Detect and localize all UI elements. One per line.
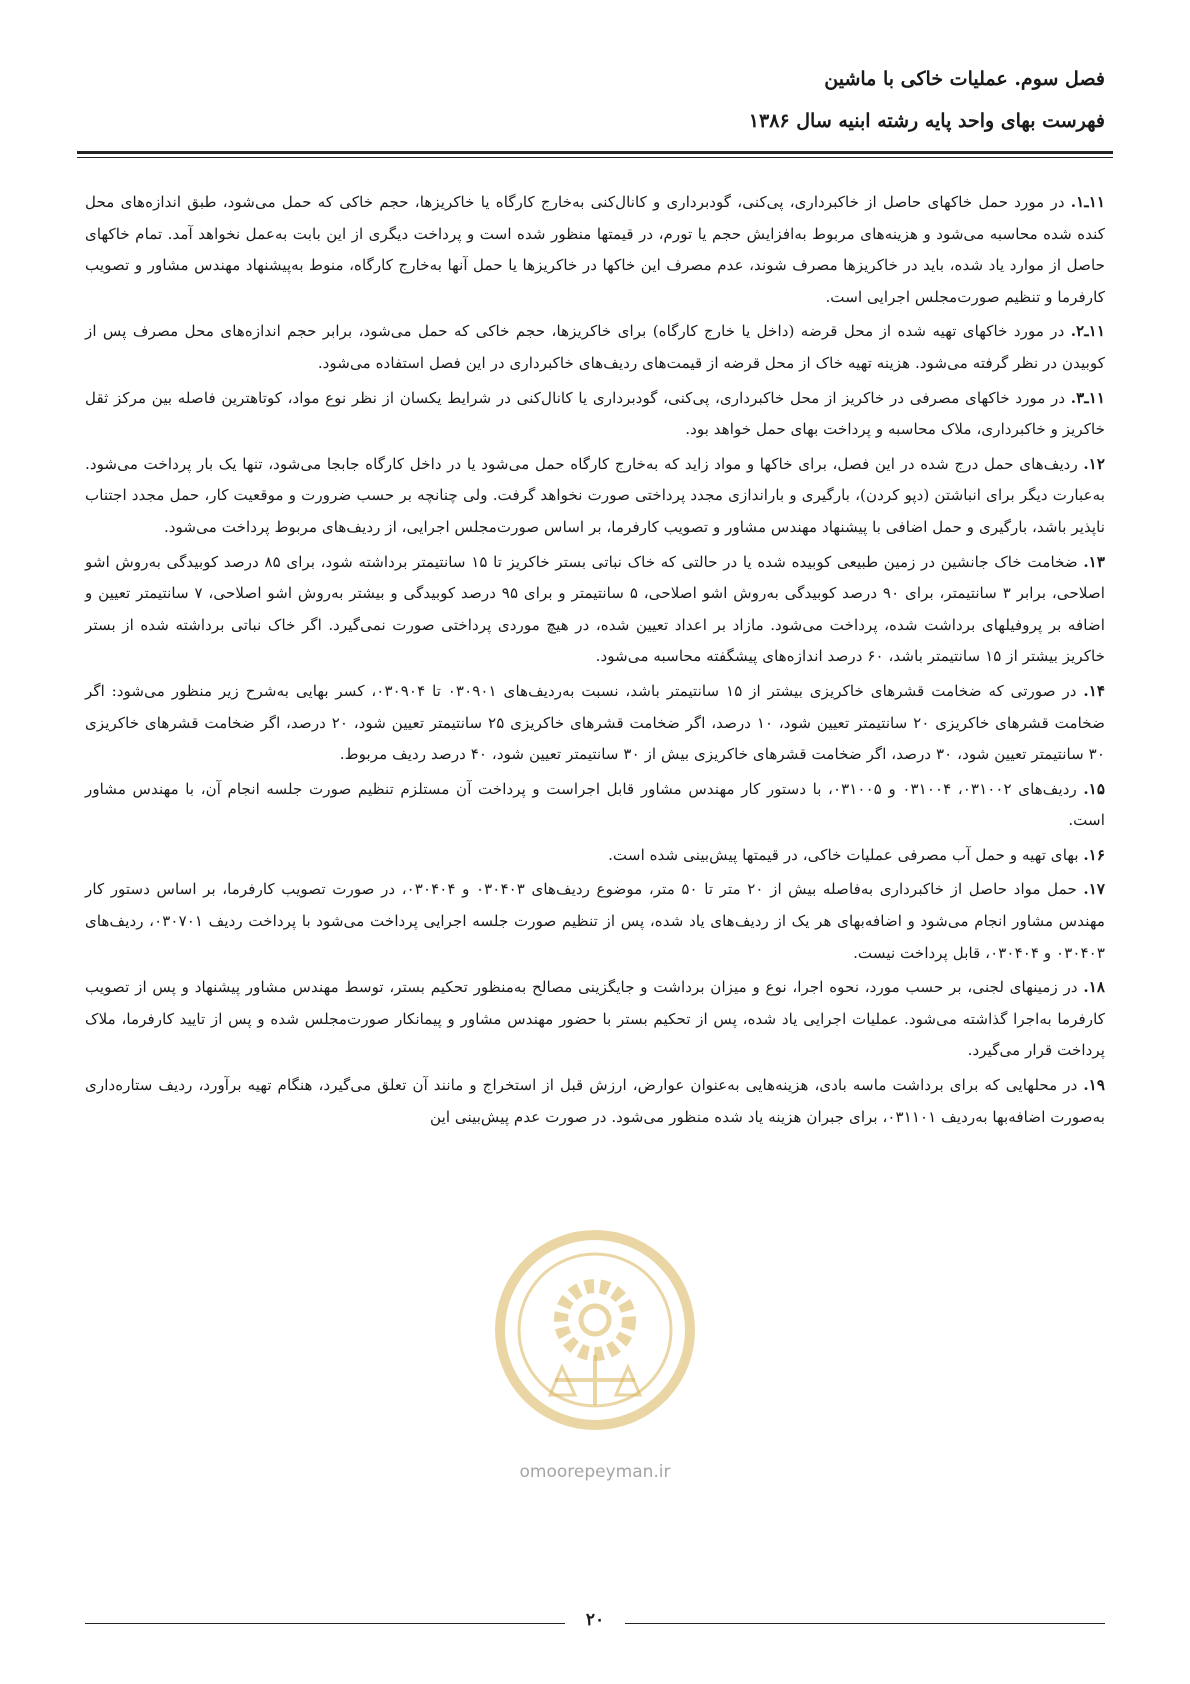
paragraph-number: ۱۵. [1083, 779, 1105, 798]
paragraph-number: ۱۲. [1083, 454, 1105, 473]
watermark-seal [470, 1205, 720, 1495]
paragraph-text: در مورد خاکهای تهیه شده از محل قرضه (داخل یا خارج کارگاه) برای خاکریزها، حجم خاکی که حمل می‌شود، برابر حجم اندازه‌های محل مصرف پس از کوبیدن در نظر گرفته می‌شود. هزینه تهیه خاک از محل قرضه از قیمت‌های ردیف‌های خاکبرداری در این فصل استفاده می‌شود. [85, 322, 1105, 372]
paragraph-text: در زمینهای لجنی، بر حسب مورد، نحوه اجرا، نوع و میزان برداشت و جایگزینی مصالح به‌منظور تحکیم بستر، توسط مهندس مشاور پیشنهاد و پس از تصویب کارفرما به‌اجرا گذاشته می‌شود. عملیات اجرایی یاد شده، پس از تحکیم بستر با حضور مهندس مشاور و پیمانکار صورت‌مجلس شده و پس از تایید کارفرما، ملاک پرداخت قرار می‌گیرد. [85, 978, 1106, 1060]
paragraph-text: ردیف‌های ۰۳۱۰۰۲، ۰۳۱۰۰۴ و ۰۳۱۰۰۵، با دستور کار مهندس مشاور قابل اجراست و پرداخت آن مستلزم تنظیم صورت جلسه انجام آن، با مهندس مشاور است. [85, 779, 1105, 830]
paragraph-text: ضخامت خاک جانشین در زمین طبیعی کوبیده شده یا در حالتی که خاک نباتی بستر خاکریز تا ۱۵ سانتیمتر برداشته شود، برای ۸۵ درصد کوبیدگی به‌روش اشو اصلاحی، برابر ۳ سانتیمتر، برای ۹۰ درصد کوبیدگی به‌روش اشو اصلاحی، ۵ سانتیمتر و برای ۹۵ درصد کوبیدگی و بیشتر به‌روش اشو اصلاحی، ۷ سانتیمتر تعیین و اضافه بر پروفیلهای برداشت شده، پرداخت می‌شود. مازاد بر اعداد تعیین شده، در هیچ موردی پرداختی صورت نمی‌گیرد. اگر خاک نباتی برداشته شده از بستر خاکریز بیشتر از ۱۵ سانتیمتر باشد، ۶۰ درصد اندازه‌های پیشگفته محاسبه می‌شود. [85, 552, 1106, 666]
paragraph-14 [85, 676, 1105, 771]
paragraph-number: ۱۷. [1083, 880, 1106, 899]
paragraph-number: ۱۴. [1083, 681, 1106, 700]
page-number: ۲۰ [585, 1610, 605, 1630]
paragraph-text: در مورد خاکهای مصرفی در خاکریز از محل خاکبرداری، پی‌کنی، گودبرداری یا کانال‌کنی در شرایط یکسان از نظر نوع مواد، کوتاهترین فاصله بین مرکز ثقل خاکریز و خاکبرداری، ملاک محاسبه و پرداخت بهای حمل خواهد بود. [85, 388, 1105, 439]
paragraph-text: در مورد حمل خاکهای حاصل از خاکبرداری، پی‌کنی، گودبرداری و کانال‌کنی به‌خارج کارگاه یا خاکریزها، حجم خاکی که حمل می‌شود، طبق اندازه‌های محل کنده شده محاسبه می‌شود و هزینه‌های مربوط به‌افزایش حجم یا تورم، در قیمتها منظور شده است و پرداخت دیگری از این بابت به‌عمل نخواهد آمد. تمام خاکهای حاصل از موارد یاد شده، باید در خاکریزها مصرف شوند، عدم مصرف این خاکها در خاکریزها یا حمل آنها به‌خارج کارگاه، منوط به‌پیشنهاد مهندس مشاور و تصویب کارفرما و تنظیم صورت‌مجلس اجرایی است. [85, 193, 1105, 306]
body-text [85, 187, 1105, 1136]
paragraph-number: ۱۸. [1083, 978, 1106, 997]
paragraph-text: حمل مواد حاصل از خاکبرداری به‌فاصله بیش از ۲۰ متر تا ۵۰ متر، موضوع ردیف‌های ۰۳۰۴۰۳ و ۰۳۰۴۰۴، در صورت تصویب کارفرما، بر اساس دستور کار مهندس مشاور انجام می‌شود و اضافه‌بهای هر یک از ردیف‌های یاد شده، پس از تنظیم صورت جلسه اجرایی پرداخت می‌شود با پرداخت ردیف ۰۳۰۷۰۱، ردیف‌های ۰۳۰۴۰۳ و ۰۳۰۴۰۴، قابل پرداخت نیست. [85, 880, 1105, 962]
paragraph-number: ۱۳. [1083, 552, 1105, 571]
paragraph-text: در محلهایی که برای برداشت ماسه بادی، هزینه‌هایی به‌عنوان عوارض، ارزش قبل از استخراج و مانند آن تعلق می‌گیرد، هنگام تهیه برآورد، ردیف ستاره‌داری به‌صورت اضافه‌بها به‌ردیف ۰۳۱۱۰۱، برای جبران هزینه یاد شده منظور می‌شود. در صورت عدم پیش‌بینی این [85, 1076, 1105, 1126]
paragraph-11-1 [85, 187, 1105, 313]
paragraph-18 [85, 972, 1105, 1067]
paragraph-11-2 [85, 316, 1105, 379]
watermark-seal-icon [470, 1205, 720, 1495]
watermark-site-text: omoorepeyman.ir [519, 1462, 671, 1482]
paragraph-17 [85, 874, 1105, 969]
paragraph-16 [85, 840, 1105, 872]
footer-rule-left [85, 1623, 565, 1624]
paragraph-13 [85, 547, 1105, 673]
paragraph-text: بهای تهیه و حمل آب مصرفی عملیات خاکی، در قیمتها پیش‌بینی شده است. [608, 845, 1079, 864]
paragraph-19 [85, 1070, 1105, 1133]
paragraph-12 [85, 449, 1105, 544]
page-header [85, 58, 1105, 142]
chapter-title: فصل سوم. عملیات خاکی با ماشین [824, 68, 1105, 90]
paragraph-number: ۱۹. [1083, 1076, 1105, 1095]
paragraph-11-3 [85, 383, 1105, 446]
header-rule-thick [77, 151, 1113, 154]
footer-rule-right [625, 1623, 1105, 1624]
book-title: فهرست بهای واحد پایه رشته ابنیه سال ۱۳۸۶ [748, 110, 1105, 132]
paragraph-text: در صورتی که ضخامت قشرهای خاکریزی بیشتر از ۱۵ سانتیمتر باشد، نسبت به‌ردیف‌های ۰۳۰۹۰۱ تا ۰۳۰۹۰۴، کسر بهایی به‌شرح زیر منظور می‌شود: اگر ضخامت قشرهای خاکریزی ۲۰ سانتیمتر تعیین شود، ۱۰ درصد، اگر ضخامت قشرهای خاکریزی ۲۵ سانتیمتر تعیین شود، ۲۰ درصد، اگر ضخامت قشرهای خاکریزی ۳۰ سانتیمتر تعیین شود، ۳۰ درصد، اگر ضخامت قشرهای خاکریزی بیش از ۳۰ سانتیمتر تعیین شود، ۴۰ درصد ردیف مربوط. [85, 681, 1105, 764]
paragraph-number: ۱۱ـ۳. [1070, 388, 1106, 407]
header-rule-thin [77, 157, 1113, 158]
paragraph-15 [85, 774, 1105, 837]
paragraph-number: ۱۱ـ۲. [1070, 322, 1105, 341]
paragraph-number: ۱۶. [1083, 845, 1105, 864]
paragraph-number: ۱۱ـ۱. [1070, 193, 1106, 211]
paragraph-text: ردیف‌های حمل درج شده در این فصل، برای خاکها و مواد زاید که به‌خارج کارگاه حمل می‌شود یا در داخل کارگاه جابجا می‌شود، تنها یک بار پرداخت می‌شود. به‌عبارت دیگر برای انباشتن (دپو کردن)، بارگیری و باراندازی مجدد پرداختی صورت نخواهد گرفت. ولی چنانچه بر حسب ضرورت و موقعیت کار، حمل مجدد اجتناب ناپذیر باشد، بارگیری و حمل اضافی با پیشنهاد مهندس مشاور و تصویب کارفرما، بر اساس صورت‌مجلس اجرایی، از ردیف‌های مربوط پرداخت می‌شود. [85, 454, 1105, 536]
